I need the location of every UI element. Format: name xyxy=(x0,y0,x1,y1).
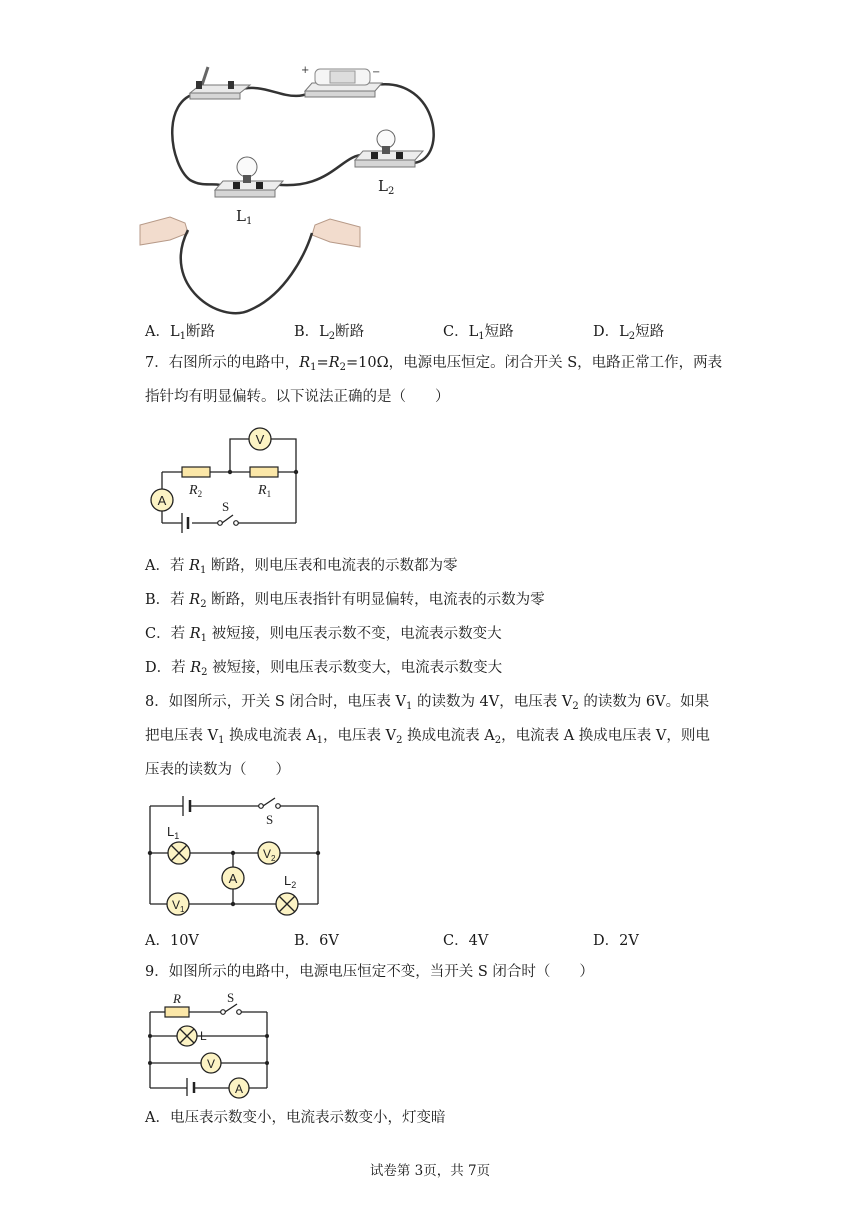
q7-r1-label: $R_1$ xyxy=(258,483,272,499)
q8-circuit-diagram xyxy=(145,792,325,917)
page-footer: 试卷第 3页，共 7页 xyxy=(369,1163,491,1179)
q9-ammeter-label: A xyxy=(234,1082,244,1096)
q7-switch-label: S xyxy=(222,499,230,514)
q9-option-a: A．电压表示数变小，电流表示数变小，灯变暗 xyxy=(145,1110,446,1126)
q7-voltmeter-label: V xyxy=(255,432,265,447)
q7-option-b: B．若 $R_2$ 断路，则电压表指针有明显偏转，电流表的示数为零 xyxy=(145,592,545,610)
q7-stem-line2: 指针均有明显偏转。以下说法正确的是（ ） xyxy=(145,389,450,405)
q8-stem-line3: 压表的读数为（ ） xyxy=(145,762,290,778)
q6-option-a: A．$L_1$断路 xyxy=(145,324,215,342)
svg-text:+: + xyxy=(301,65,310,76)
q9-switch-label: S xyxy=(227,990,235,1005)
q7-option-d: D．若 $R_2$ 被短接，则电压表示数变大，电流表示数变大 xyxy=(145,660,503,678)
q6-l1-label: $L_1$ xyxy=(236,207,253,227)
q6-option-c: C．$L_1$短路 xyxy=(443,324,514,342)
q9-voltmeter-label: V xyxy=(206,1057,216,1071)
q8-option-c: C．4V xyxy=(443,933,489,949)
q8-option-a: A．10V xyxy=(145,933,199,949)
q8-stem-line1: 8．如图所示，开关 S 闭合时，电压表 $V_1$ 的读数为 4V，电压表 $V_2$ 的读数为 6V。如果 xyxy=(145,694,710,712)
q9-lamp-label: L xyxy=(200,1029,207,1043)
q6-option-b: B．$L_2$断路 xyxy=(294,324,365,342)
q8-stem-line2: 把电压表 $V_1$ 换成电流表 $A_1$，电压表 $V_2$ 换成电流表 $A_2$，电流表 A 换成电压表 V，则电 xyxy=(145,728,710,746)
q8-ammeter-label: A xyxy=(228,871,238,886)
q8-l2-label: $L_2$ xyxy=(284,873,297,890)
q8-option-b: B．6V xyxy=(294,933,339,949)
q7-option-c: C．若 $R_1$ 被短接，则电压表示数不变，电流表示数变大 xyxy=(145,626,502,644)
q9-stem-line1: 9．如图所示的电路中，电源电压恒定不变，当开关 S 闭合时（ ） xyxy=(145,964,594,980)
q8-switch-label: S xyxy=(266,812,274,827)
q9-circuit-diagram xyxy=(145,990,275,1095)
q8-v2-label: $V_2$ xyxy=(263,847,276,863)
q7-stem-line1: 7．右图所示的电路中，$R_1=R_2=10\Omega$，电源电压恒定。闭合开关 S，电路正常工作，两表 xyxy=(145,355,723,373)
q8-option-d: D．2V xyxy=(593,933,639,949)
q6-circuit-photo xyxy=(140,55,381,315)
q6-l2-label: $L_2$ xyxy=(378,177,395,197)
q7-circuit-diagram xyxy=(145,425,305,535)
q7-ammeter-label: A xyxy=(157,493,167,508)
q8-l1-label: $L_1$ xyxy=(167,824,180,841)
q7-option-a: A．若 $R_1$ 断路，则电压表和电流表的示数都为零 xyxy=(145,558,458,576)
q9-r-label: R xyxy=(173,991,181,1006)
q6-option-d: D．$L_2$短路 xyxy=(593,324,665,342)
svg-text:−: − xyxy=(372,67,381,78)
q8-v1-label: $V_1$ xyxy=(172,898,185,914)
q7-r2-label: $R_2$ xyxy=(189,483,203,499)
